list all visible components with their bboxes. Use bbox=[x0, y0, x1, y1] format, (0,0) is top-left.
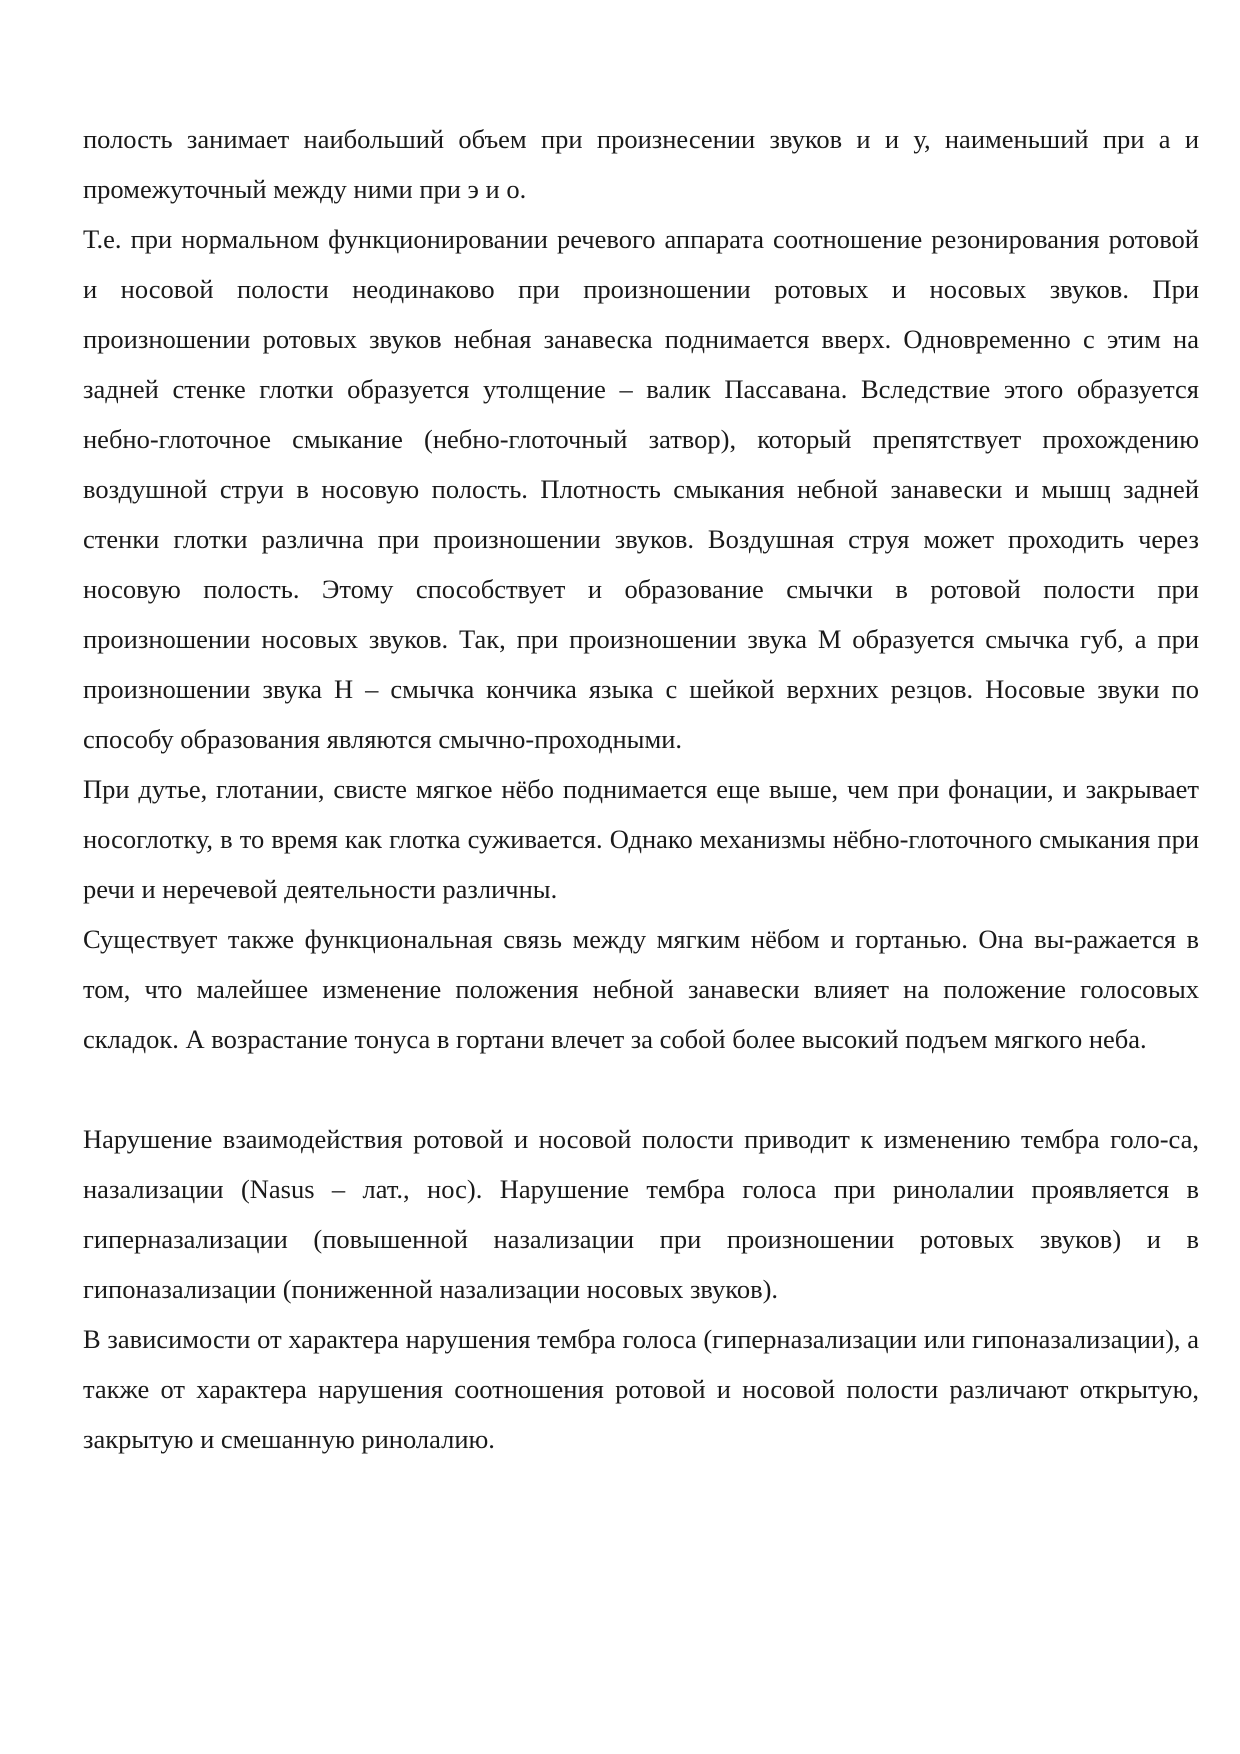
paragraph-4: Существует также функциональная связь между мягким нёбом и гортанью. Она вы-ражается в том, что малейшее изменение положения небной занавески влияет на положение голосовых складок. А возрастание тонуса в гортани влечет за собой более высокий подъем мягкого неба. bbox=[83, 924, 1199, 1054]
paragraph-gap bbox=[83, 1064, 1199, 1114]
body-text bbox=[83, 114, 1199, 1464]
paragraph-5: Нарушение взаимодействия ротовой и носовой полости приводит к изменению тембра голо-са, назализации (Nasus – лат., нос). Нарушение тембра голоса при ринолалии проявляется в гиперназализации (повышенной назализации при произношении ротовых звуков) и в гипоназализации (пониженной назализации носовых звуков). bbox=[83, 1124, 1199, 1304]
paragraph-3: При дутье, глотании, свисте мягкое нёбо поднимается еще выше, чем при фонации, и закрывает носоглотку, в то время как глотка суживается. Однако механизмы нёбно-глоточного смыкания при речи и неречевой деятельности различны. bbox=[83, 774, 1199, 904]
paragraph-2: Т.е. при нормальном функционировании речевого аппарата соотношение резонирования ротовой и носовой полости неодинаково при произношении ротовых и носовых звуков. При произношении ротовых звуков небная занавеска поднимается вверх. Одновременно с этим на задней стенке глотки образуется утолщение – валик Пассавана. Вследствие этого образуется небно-глоточное смыкание (небно-глоточный затвор), который препятствует прохождению воздушной струи в носовую полость. Плотность смыкания небной занавески и мышц задней стенки глотки различна при произношении звуков. Воздушная струя может проходить через носовую полость. Этому способствует и образование смычки в ротовой полости при произношении носовых звуков. Так, при произношении звука М образуется смычка губ, а при произношении звука Н – смычка кончика языка с шейкой верхних резцов. Носовые звуки по способу образования являются смычно-проходными. bbox=[83, 224, 1199, 754]
paragraph-6: В зависимости от характера нарушения тембра голоса (гиперназализации или гипоназализации), а также от характера нарушения соотношения ротовой и носовой полости различают открытую, закрытую и смешанную ринолалию. bbox=[83, 1324, 1199, 1454]
paragraph-1: полость занимает наибольший объем при произнесении звуков и и у, наименьший при а и промежуточный между ними при э и о. bbox=[83, 124, 1199, 204]
